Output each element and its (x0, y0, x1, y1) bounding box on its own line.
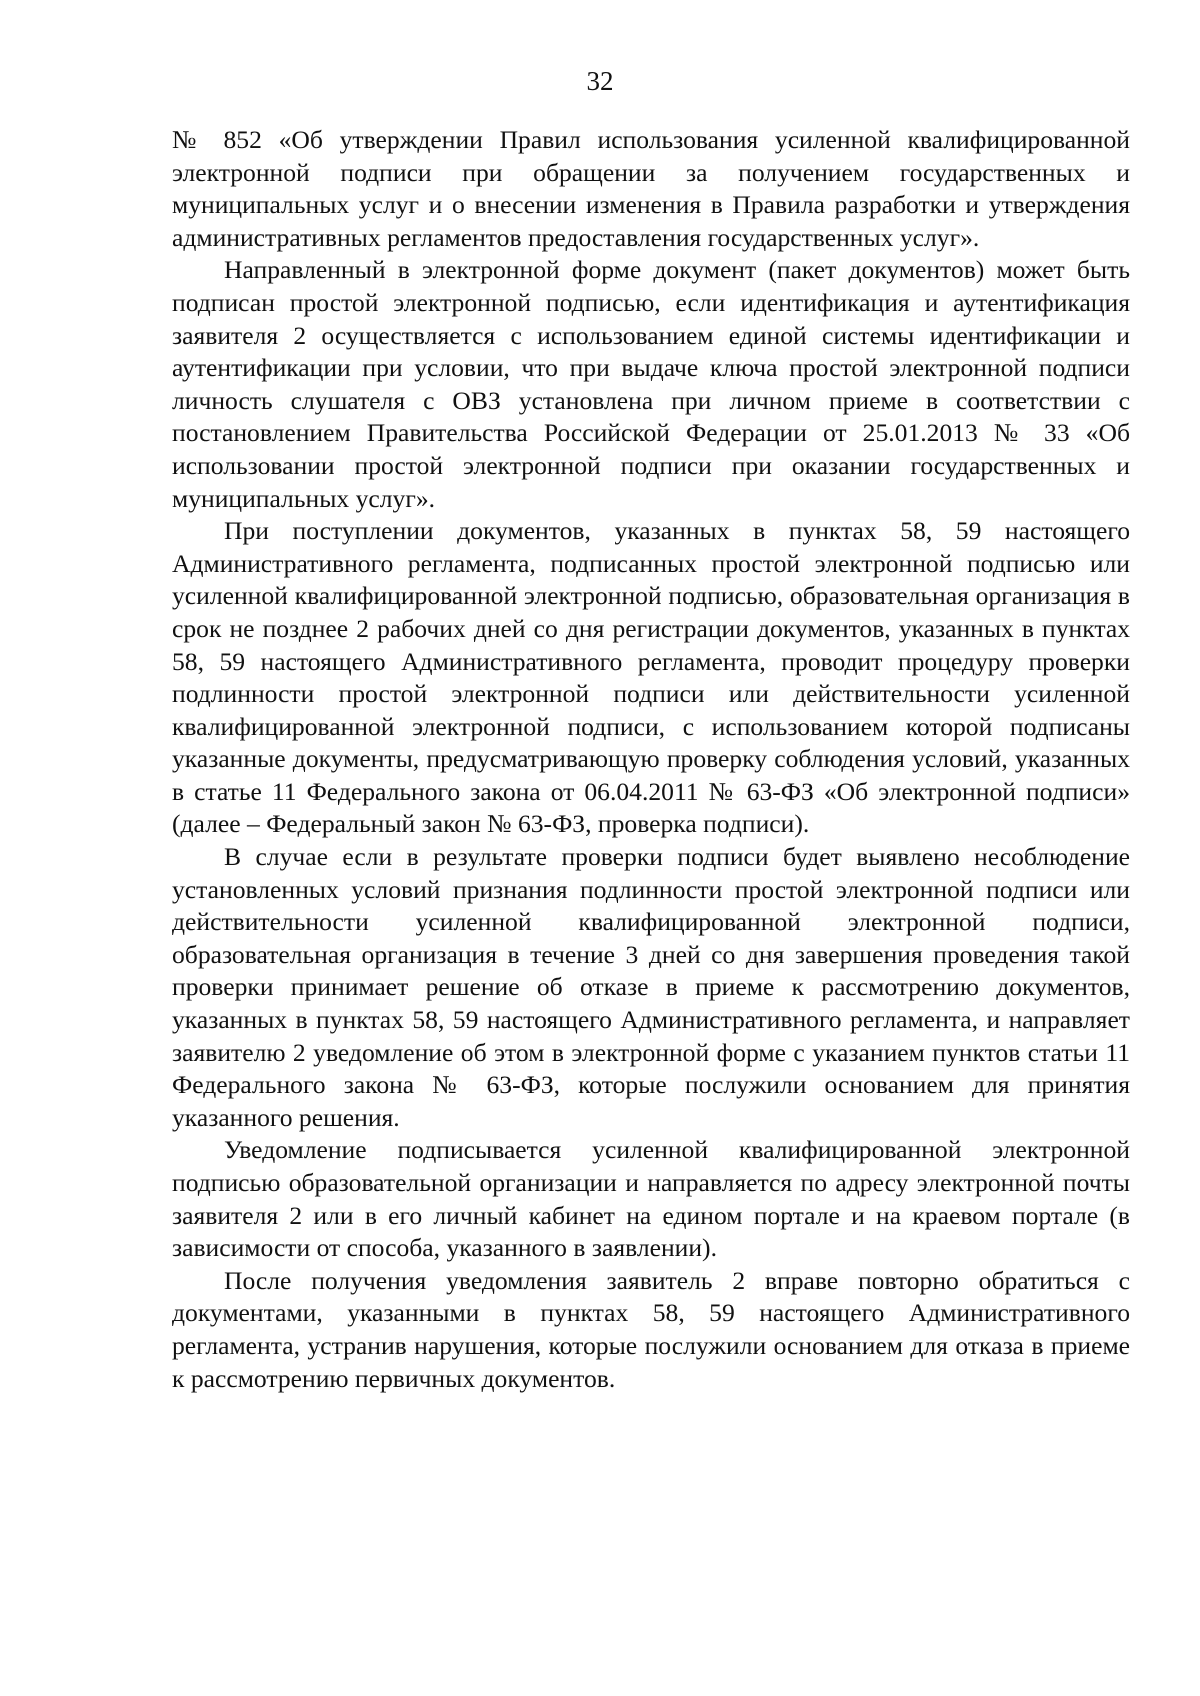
paragraph-5: Уведомление подписывается усиленной квалифицированной электронной подписью образовательной организации и направляется по адресу электронной почты заявителя 2 или в его личный кабинет на едином портале и на краевом портале (в зависимости от способа, указанного в заявлении). (172, 1135, 1130, 1263)
paragraph-1: № 852 «Об утверждении Правил использования усиленной квалифицированной электронной подписи при обращении за получением государственных и муниципальных услуг и о внесении изменения в Правила разработки и утверждения административных регламентов предоставления государственных услуг». (172, 125, 1130, 252)
paragraph-2: Направленный в электронной форме документ (пакет документов) может быть подписан простой электронной подписью, если идентификация и аутентификация заявителя 2 осуществляется с использованием единой системы идентификации и аутентификации при условии, что при выдаче ключа простой электронной подписи личность слушателя с ОВЗ установлена при личном приеме в соответствии с постановлением Правительства Российской Федерации от 25.01.2013 № 33 «Об использовании простой электронной подписи при оказании государственных и муниципальных услуг». (172, 255, 1130, 513)
paragraph-6: После получения уведомления заявитель 2 вправе повторно обратиться с документами, указанными в пунктах 58, 59 настоящего Административного регламента, устранив нарушения, которые послужили основанием для отказа в приеме к рассмотрению первичных документов. (172, 1265, 1130, 1393)
page-number: 32 (586, 66, 614, 96)
document-body (172, 124, 1130, 1395)
paragraph-4: В случае если в результате проверки подписи будет выявлено несоблюдение установленных условий признания подлинности простой электронной подписи или действительности усиленной квалифицированной электронной подписи, образовательная организация в течение 3 дней со дня завершения проведения такой проверки принимает решение об отказе в приеме к рассмотрению документов, указанных в пунктах 58, 59 настоящего Административного регламента, и направляет заявителю 2 уведомление об этом в электронной форме с указанием пунктов статьи 11 Федерального закона № 63-ФЗ, которые послужили основанием для принятия указанного решения. (172, 842, 1130, 1132)
paragraph-3: При поступлении документов, указанных в пунктах 58, 59 настоящего Административного регламента, подписанных простой электронной подписью или усиленной квалифицированной электронной подписью, образовательная организация в срок не позднее 2 рабочих дней со дня регистрации документов, указанных в пунктах 58, 59 настоящего Административного регламента, проводит процедуру проверки подлинности простой электронной подписи или действительности усиленной квалифицированной электронной подписи, с использованием которой подписаны указанные документы, предусматривающую проверку соблюдения условий, указанных в статье 11 Федерального закона от 06.04.2011 № 63-ФЗ «Об электронной подписи» (далее – Федеральный закон № 63-ФЗ, проверка подписи). (172, 516, 1130, 839)
